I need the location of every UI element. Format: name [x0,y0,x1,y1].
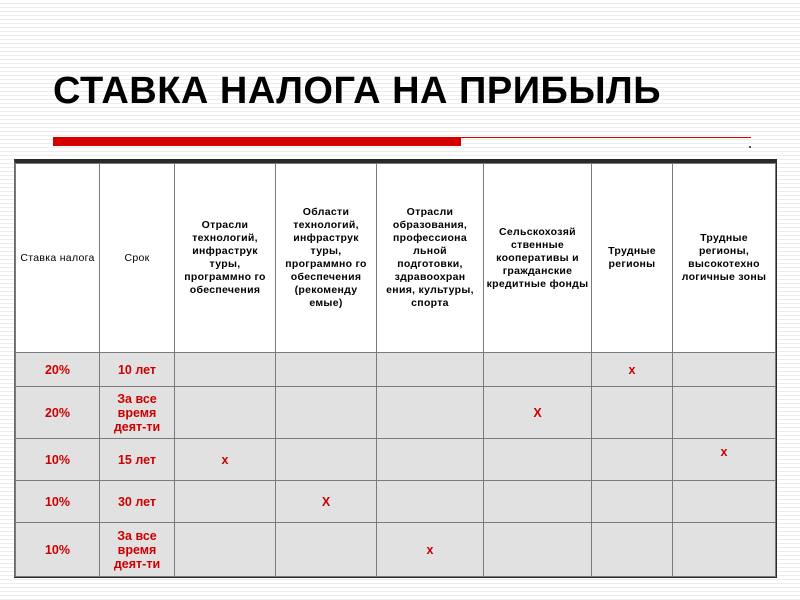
cell-mark [377,481,484,523]
cell-mark [484,353,592,387]
cell-mark [175,387,276,439]
cell-mark: x [673,439,776,481]
table-row [16,439,776,481]
cell-mark [276,439,377,481]
cell-mark [673,523,776,577]
page-title: СТАВКА НАЛОГА НА ПРИБЫЛЬ [53,70,662,112]
cell-mark [175,481,276,523]
header-difficult-regions: Трудные регионы [592,164,673,353]
cell-mark: x [377,523,484,577]
cell-mark [484,439,592,481]
cell-mark: X [276,481,377,523]
cell-mark [276,523,377,577]
tax-rate-table [15,163,776,577]
cell-mark [673,387,776,439]
header-rate: Ставка налога [16,164,100,353]
cell-mark [377,387,484,439]
cell-mark [377,439,484,481]
accent-dot [749,146,751,148]
cell-rate: 20% [16,387,100,439]
cell-term: 15 лет [100,439,175,481]
cell-mark [592,481,673,523]
header-education-health-culture: Отрасли образования, профессиона льной подготовки, здравоохран ения, культуры, спорта [377,164,484,353]
table-row [16,353,776,387]
cell-mark [175,353,276,387]
header-difficult-regions-hightech: Трудные регионы, высокотехно логичные зоны [673,164,776,353]
table-header-row [16,164,776,353]
cell-rate: 10% [16,523,100,577]
cell-term: За все время деят-ти [100,387,175,439]
cell-mark: x [592,353,673,387]
title-accent-line [461,137,751,138]
header-tech-areas-recommended: Области технологий, инфраструк туры, программно го обеспечения (рекоменду емые) [276,164,377,353]
cell-mark: X [484,387,592,439]
cell-mark: x [175,439,276,481]
cell-mark [276,353,377,387]
cell-mark [592,387,673,439]
table-row [16,387,776,439]
cell-mark [592,439,673,481]
table-row [16,481,776,523]
tax-rate-table-container [14,159,777,578]
cell-mark [175,523,276,577]
table-row [16,523,776,577]
cell-mark [377,353,484,387]
cell-rate: 20% [16,353,100,387]
cell-mark [673,353,776,387]
cell-mark [484,481,592,523]
header-tech-sectors: Отрасли технологий, инфраструк туры, программно го обеспечения [175,164,276,353]
cell-term: За все время деят-ти [100,523,175,577]
cell-rate: 10% [16,439,100,481]
cell-mark [592,523,673,577]
cell-mark [276,387,377,439]
header-agri-coops-credit-funds: Сельскохозяй ственные кооперативы и гражданские кредитные фонды [484,164,592,353]
cell-mark [484,523,592,577]
cell-term: 10 лет [100,353,175,387]
cell-term: 30 лет [100,481,175,523]
title-accent-bar [53,137,461,146]
cell-mark [673,481,776,523]
cell-rate: 10% [16,481,100,523]
header-term: Срок [100,164,175,353]
